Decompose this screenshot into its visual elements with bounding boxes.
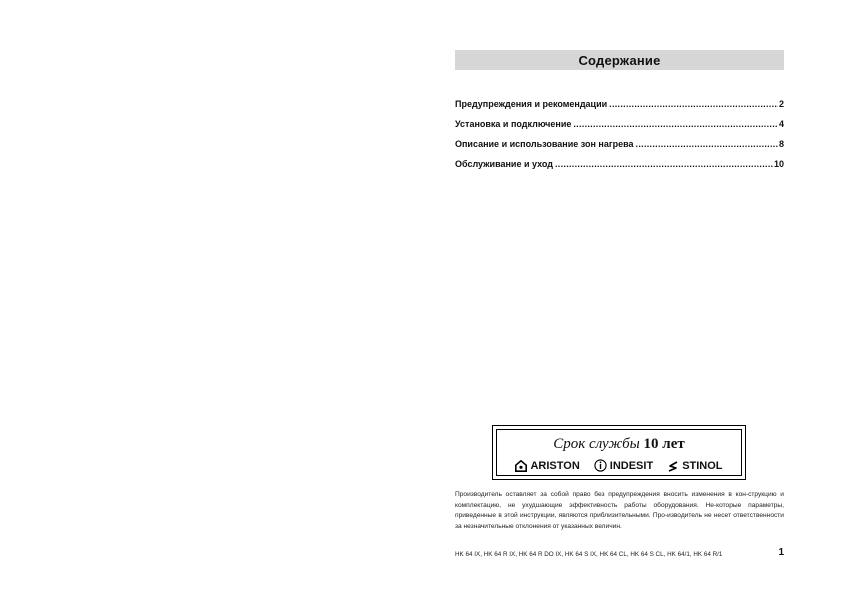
table-of-contents (455, 99, 784, 179)
toc-item-page: 8 (778, 139, 784, 149)
service-life-box (492, 425, 746, 480)
toc-item[interactable] (455, 139, 784, 159)
stinol-logo (667, 460, 722, 472)
toc-item-page: 2 (778, 99, 784, 109)
brand-name: ARISTON (530, 459, 580, 472)
disclaimer-text: Производитель оставляет за собой право без предупреждения вносить изменения в кон-струкцию и комплектацию, не ухудшающие эффективность работы оборудования. Не-которые параметры, приведенные в этой инструкции, являются приблизительными. Про-изводитель не несет ответственности за незначительные отклонения от указанных величин. (455, 491, 784, 530)
contents-title-bar (455, 50, 784, 70)
toc-item[interactable] (455, 159, 784, 179)
toc-item-label: Предупреждения и рекомендации (455, 99, 608, 109)
toc-leader-dots (555, 159, 773, 169)
brand-name: INDESIT (609, 459, 654, 472)
toc-leader-dots (573, 119, 778, 129)
service-life-label: Срок службы (553, 436, 640, 452)
stinol-s-icon (667, 460, 679, 472)
toc-leader-dots (636, 139, 778, 149)
indesit-i-icon (594, 459, 607, 472)
model-list: HK 64 IX, HK 64 R IX, HK 64 R DO IX, HK 64 S IX, HK 64 CL, HK 64 S CL, HK 64/1, HK 64 R/1 (455, 551, 723, 558)
ariston-house-icon (515, 460, 527, 472)
service-life-text (497, 436, 741, 453)
service-life-box-inner-frame (496, 429, 742, 476)
toc-item-page: 10 (773, 159, 784, 169)
toc-item-label: Установка и подключение (455, 119, 572, 129)
toc-item-page: 4 (778, 119, 784, 129)
toc-leader-dots (609, 99, 778, 109)
toc-item-label: Описание и использование зон нагрева (455, 139, 634, 149)
indesit-logo (594, 459, 653, 472)
page-number: 1 (778, 547, 784, 558)
toc-item[interactable] (455, 119, 784, 139)
ariston-logo (515, 460, 579, 472)
page-title: Содержание (578, 52, 661, 68)
toc-item-label: Обслуживание и уход (455, 159, 553, 169)
toc-item[interactable] (455, 99, 784, 119)
service-life-value: 10 лет (643, 436, 685, 452)
brand-name: STINOL (682, 459, 723, 472)
brand-logos (497, 459, 741, 472)
